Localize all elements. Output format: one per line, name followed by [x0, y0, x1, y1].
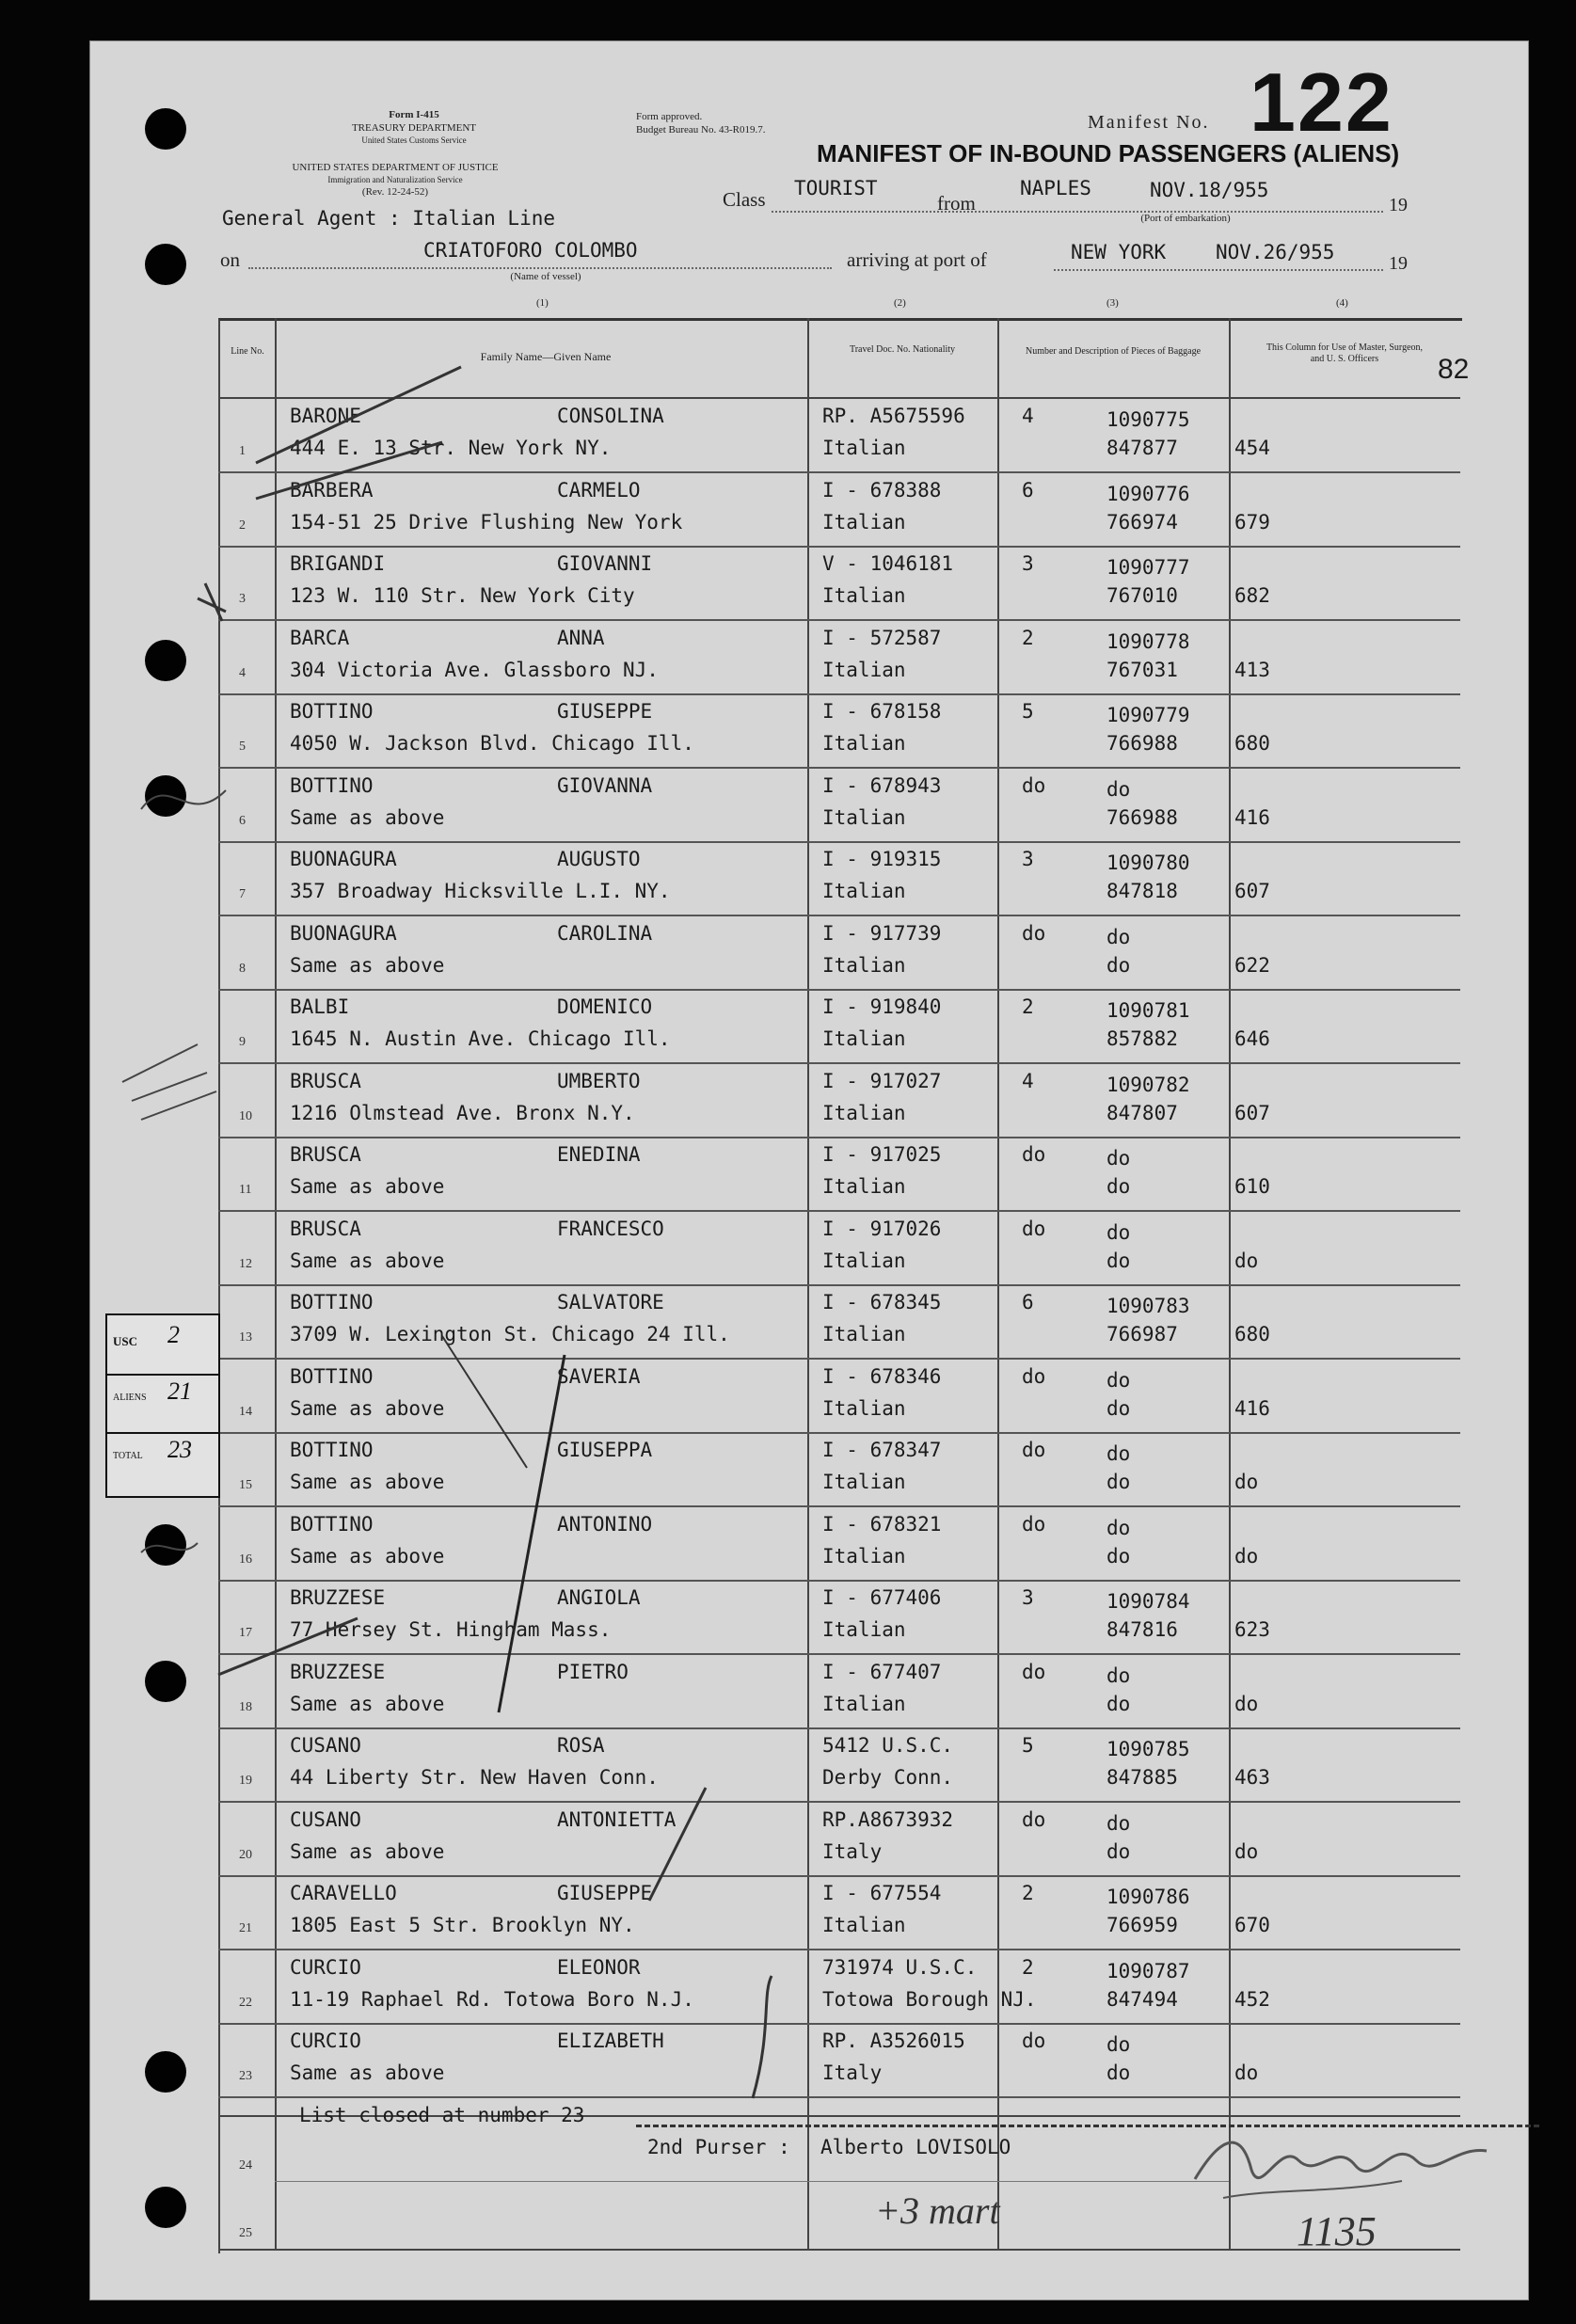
line-number: 1	[239, 444, 246, 458]
nationality: Italian	[822, 1027, 906, 1050]
line-number: 19	[239, 1774, 252, 1788]
line-number: 16	[239, 1552, 252, 1567]
officer-note: 680	[1234, 1323, 1270, 1345]
baggage-tag-1: 1090784	[1106, 1590, 1190, 1613]
officer-note: 416	[1234, 1397, 1270, 1420]
address: 4050 W. Jackson Blvd. Chicago Ill.	[290, 732, 694, 755]
baggage-tag-2: 847807	[1106, 1102, 1178, 1124]
aliens-value: 21	[167, 1377, 192, 1405]
form-revision: (Rev. 12-24-52)	[361, 186, 429, 198]
nationality: Italian	[822, 1545, 906, 1568]
baggage-pieces: do	[1022, 1439, 1046, 1461]
family-name: BRUZZESE	[290, 1586, 386, 1609]
travel-doc: I - 677406	[822, 1586, 942, 1609]
line-number: 18	[239, 1700, 252, 1714]
address: 1645 N. Austin Ave. Chicago Ill.	[290, 1027, 671, 1050]
baggage-tag-2: 847494	[1106, 1988, 1178, 2011]
baggage-pieces: 6	[1022, 479, 1034, 501]
baggage-tag-2: 857882	[1106, 1027, 1178, 1050]
line-number: 20	[239, 1848, 252, 1862]
form-number: Form I-415	[389, 109, 439, 120]
given-name: GIUSEPPE	[557, 700, 653, 723]
travel-doc: I - 917026	[822, 1218, 942, 1240]
officer-note: do	[1234, 1250, 1259, 1272]
baggage-pieces: do	[1022, 1365, 1046, 1388]
baggage-tag-1: 1090778	[1106, 630, 1190, 653]
purser-name: Alberto LOVISOLO	[820, 2136, 1011, 2158]
line-number: 11	[239, 1183, 252, 1197]
arriving-label: arriving at port of	[847, 248, 987, 271]
baggage-tag-2: do	[1106, 2061, 1131, 2084]
travel-doc: V - 1046181	[822, 552, 954, 575]
nationality: Italy	[822, 2061, 883, 2084]
manifest-title: MANIFEST OF IN-BOUND PASSENGERS (ALIENS)	[817, 139, 1400, 167]
baggage-pieces: do	[1022, 1661, 1046, 1683]
baggage-tag-2: 766987	[1106, 1323, 1178, 1345]
given-name: PIETRO	[557, 1661, 629, 1683]
officer-note: 682	[1234, 584, 1270, 607]
given-name: GIOVANNI	[557, 552, 653, 575]
given-name: ELIZABETH	[557, 2030, 664, 2052]
nationality: Italian	[822, 1693, 906, 1715]
given-name: CARMELO	[557, 479, 641, 501]
line-number: 2	[239, 518, 246, 533]
nationality: Italian	[822, 437, 906, 459]
baggage-tag-2: 766974	[1106, 511, 1178, 533]
family-name: BARCA	[290, 627, 350, 649]
family-name: BUONAGURA	[290, 848, 397, 870]
budget-bureau: Budget Bureau No. 43-R019.7.	[636, 124, 766, 135]
baggage-pieces: do	[1022, 1143, 1046, 1166]
general-agent: General Agent : Italian Line	[222, 207, 556, 230]
baggage-tag-2: 847818	[1106, 880, 1178, 902]
officer-note: do	[1234, 1471, 1259, 1493]
travel-doc: 5412 U.S.C.	[822, 1734, 954, 1757]
baggage-tag-1: do	[1106, 1517, 1131, 1539]
travel-doc: I - 678346	[822, 1365, 942, 1388]
baggage-tag-1: do	[1106, 1147, 1131, 1170]
officer-note: 416	[1234, 806, 1270, 829]
given-name: SAVERIA	[557, 1365, 641, 1388]
baggage-pieces: 4	[1022, 1070, 1034, 1092]
travel-doc: I - 917739	[822, 922, 942, 945]
baggage-tag-2: 847885	[1106, 1766, 1178, 1789]
baggage-tag-2: do	[1106, 1693, 1131, 1715]
line-number: 9	[239, 1035, 246, 1049]
class-label: Class	[723, 188, 766, 211]
nationality: Italian	[822, 1397, 906, 1420]
nationality: Italian	[822, 880, 906, 902]
address: 11-19 Raphael Rd. Totowa Boro N.J.	[290, 1988, 694, 2011]
line-number: 6	[239, 814, 246, 828]
officer-note: 670	[1234, 1914, 1270, 1936]
given-name: CONSOLINA	[557, 405, 664, 427]
nationality: Italian	[822, 1250, 906, 1272]
baggage-tag-1: do	[1106, 2033, 1131, 2056]
address: 1805 East 5 Str. Brooklyn NY.	[290, 1914, 635, 1936]
officer-note: 452	[1234, 1988, 1270, 2011]
aliens-label: ALIENS	[113, 1393, 147, 1403]
officer-note: do	[1234, 1693, 1259, 1715]
baggage-tag-1: 1090783	[1106, 1295, 1190, 1317]
line-number: 3	[239, 592, 246, 606]
nationality: Italian	[822, 1618, 906, 1641]
given-name: ELEONOR	[557, 1956, 641, 1979]
nationality: Italian	[822, 584, 906, 607]
travel-doc: I - 678347	[822, 1439, 942, 1461]
nationality: Italian	[822, 1102, 906, 1124]
baggage-tag-1: 1090777	[1106, 556, 1190, 579]
baggage-pieces: do	[1022, 922, 1046, 945]
list-closed: List closed at number 23	[299, 2104, 585, 2126]
baggage-pieces: 5	[1022, 700, 1034, 723]
family-name: BRUSCA	[290, 1218, 361, 1240]
nationality: Italian	[822, 954, 906, 977]
nationality: Derby Conn.	[822, 1766, 954, 1789]
baggage-pieces: 3	[1022, 552, 1034, 575]
family-name: BRUSCA	[290, 1070, 361, 1092]
baggage-tag-1: 1090775	[1106, 408, 1190, 431]
baggage-tag-1: do	[1106, 1664, 1131, 1687]
family-name: BOTTINO	[290, 1513, 374, 1536]
line-number: 4	[239, 666, 246, 680]
family-name: CUSANO	[290, 1734, 361, 1757]
baggage-pieces: 2	[1022, 1956, 1034, 1979]
line-number: 10	[239, 1109, 252, 1123]
family-name: BARBERA	[290, 479, 374, 501]
given-name: ENEDINA	[557, 1143, 641, 1166]
officer-note: 623	[1234, 1618, 1270, 1641]
on-label: on	[220, 248, 240, 271]
address: 1216 Olmstead Ave. Bronx N.Y.	[290, 1102, 635, 1124]
travel-doc: I - 678321	[822, 1513, 942, 1536]
given-name: ANNA	[557, 627, 605, 649]
nationality: Italian	[822, 732, 906, 755]
baggage-tag-1: do	[1106, 778, 1131, 801]
line-number: 5	[239, 740, 246, 754]
line-number: 22	[239, 1996, 252, 2010]
baggage-tag-2: do	[1106, 1397, 1131, 1420]
officer-note: 680	[1234, 732, 1270, 755]
travel-doc: I - 678943	[822, 774, 942, 797]
baggage-tag-2: do	[1106, 1175, 1131, 1198]
dept-justice: UNITED STATES DEPARTMENT OF JUSTICE	[292, 162, 499, 173]
line-number: 12	[239, 1257, 252, 1271]
travel-doc: RP. A5675596	[822, 405, 965, 427]
travel-doc: I - 919315	[822, 848, 942, 870]
given-name: FRANCESCO	[557, 1218, 664, 1240]
travel-doc: I - 572587	[822, 627, 942, 649]
travel-doc: I - 678388	[822, 479, 942, 501]
address: 154-51 25 Drive Flushing New York	[290, 511, 683, 533]
baggage-pieces: 6	[1022, 1291, 1034, 1313]
line-number: 23	[239, 2069, 252, 2083]
officer-note: 413	[1234, 659, 1270, 681]
total-label: TOTAL	[113, 1451, 143, 1461]
baggage-tag-2: 766959	[1106, 1914, 1178, 1936]
nationality: Italian	[822, 1914, 906, 1936]
given-name: ANTONIETTA	[557, 1808, 677, 1831]
baggage-pieces: do	[1022, 774, 1046, 797]
usc-value: 2	[167, 1321, 180, 1348]
handwritten-number: 1135	[1297, 2208, 1377, 2254]
header-baggage: Number and Description of Pieces of Baggage	[1025, 346, 1202, 357]
baggage-tag-1: 1090782	[1106, 1074, 1190, 1096]
class-value: TOURIST	[794, 177, 878, 199]
address: 357 Broadway Hicksville L.I. NY.	[290, 880, 671, 902]
baggage-tag-2: 767010	[1106, 584, 1178, 607]
family-name: BOTTINO	[290, 1365, 374, 1388]
baggage-tag-1: 1090780	[1106, 852, 1190, 874]
manifest-no-label: Manifest No.	[1088, 112, 1210, 133]
travel-doc: I - 678158	[822, 700, 942, 723]
family-name: BRUZZESE	[290, 1661, 386, 1683]
officer-note: 610	[1234, 1175, 1270, 1198]
given-name: CAROLINA	[557, 922, 653, 945]
baggage-tag-2: 847816	[1106, 1618, 1178, 1641]
corner-note: 82	[1438, 354, 1470, 385]
travel-doc: I - 678345	[822, 1291, 942, 1313]
nationality: Italian	[822, 1323, 906, 1345]
family-name: BOTTINO	[290, 774, 374, 797]
baggage-tag-2: 766988	[1106, 732, 1178, 755]
line-number: 17	[239, 1626, 252, 1640]
baggage-tag-1: do	[1106, 926, 1131, 948]
vessel-caption: (Name of vessel)	[510, 271, 581, 282]
officer-note: 607	[1234, 880, 1270, 902]
family-name: BOTTINO	[290, 700, 374, 723]
family-name: BUONAGURA	[290, 922, 397, 945]
given-name: GIUSEPPA	[557, 1439, 653, 1461]
travel-doc: I - 677554	[822, 1882, 942, 1904]
address: Same as above	[290, 1545, 445, 1568]
nationality: Totowa Borough NJ.	[822, 1988, 1037, 2011]
nationality: Italy	[822, 1840, 883, 1863]
baggage-pieces: do	[1022, 1218, 1046, 1240]
family-name: CURCIO	[290, 2030, 361, 2052]
baggage-pieces: 2	[1022, 627, 1034, 649]
baggage-tag-2: do	[1106, 1545, 1131, 1568]
header-name: Family Name—Given Name	[480, 350, 612, 363]
travel-doc: RP. A3526015	[822, 2030, 965, 2052]
address: Same as above	[290, 1840, 445, 1863]
given-name: ANTONINO	[557, 1513, 653, 1536]
manifest-number: 122	[1250, 56, 1393, 149]
dept-justice-sub: Immigration and Naturalization Service	[327, 175, 463, 184]
travel-doc: RP.A8673932	[822, 1808, 954, 1831]
header-doc: Travel Doc. No. Nationality	[849, 344, 956, 355]
embark-date: NOV.18/955	[1150, 179, 1269, 201]
given-name: DOMENICO	[557, 995, 653, 1018]
family-name: BRIGANDI	[290, 552, 386, 575]
address: Same as above	[290, 1397, 445, 1420]
line-number-25: 25	[239, 2226, 252, 2240]
address: 304 Victoria Ave. Glassboro NJ.	[290, 659, 659, 681]
baggage-tag-2: 766988	[1106, 806, 1178, 829]
baggage-tag-2: do	[1106, 954, 1131, 977]
address: Same as above	[290, 1471, 445, 1493]
handwritten-note: +3 mart	[875, 2189, 1000, 2232]
nationality: Italian	[822, 659, 906, 681]
line-number: 7	[239, 887, 246, 901]
baggage-tag-2: do	[1106, 1471, 1131, 1493]
nationality: Italian	[822, 1471, 906, 1493]
col-num-3: (3)	[1106, 297, 1119, 309]
baggage-tag-2: do	[1106, 1840, 1131, 1863]
total-value: 23	[167, 1436, 192, 1463]
address: Same as above	[290, 806, 445, 829]
address: 123 W. 110 Str. New York City	[290, 584, 635, 607]
family-name: BOTTINO	[290, 1439, 374, 1461]
line-number: 14	[239, 1405, 252, 1419]
baggage-pieces: 5	[1022, 1734, 1034, 1757]
vessel-name: CRIATOFORO COLOMBO	[423, 239, 638, 262]
officer-note: 622	[1234, 954, 1270, 977]
baggage-tag-1: 1090785	[1106, 1738, 1190, 1760]
baggage-pieces: do	[1022, 1513, 1046, 1536]
officer-note: do	[1234, 1840, 1259, 1863]
travel-doc: 731974 U.S.C.	[822, 1956, 978, 1979]
address: Same as above	[290, 2061, 445, 2084]
line-number: 21	[239, 1921, 252, 1935]
address: 444 E. 13 Str. New York NY.	[290, 437, 612, 459]
given-name: AUGUSTO	[557, 848, 641, 870]
baggage-pieces: do	[1022, 2030, 1046, 2052]
family-name: CURCIO	[290, 1956, 361, 1979]
nationality: Italian	[822, 806, 906, 829]
purser-label: 2nd Purser :	[647, 2136, 790, 2158]
nationality: Italian	[822, 1175, 906, 1198]
col-num-4: (4)	[1336, 297, 1348, 309]
baggage-tag-1: do	[1106, 1812, 1131, 1835]
col-num-2: (2)	[894, 297, 906, 309]
given-name: SALVATORE	[557, 1291, 664, 1313]
line-number-24: 24	[239, 2158, 252, 2173]
baggage-tag-1: 1090779	[1106, 704, 1190, 726]
officer-note: 646	[1234, 1027, 1270, 1050]
arrival-date: NOV.26/955	[1216, 241, 1335, 263]
dept-treasury-sub: United States Customs Service	[361, 135, 467, 145]
header-line-no: Line No.	[231, 346, 264, 357]
baggage-tag-1: 1090786	[1106, 1886, 1190, 1908]
line-number: 15	[239, 1478, 252, 1492]
given-name: ANGIOLA	[557, 1586, 641, 1609]
header-officers: This Column for Use of Master, Surgeon, and U. S. Officers	[1266, 342, 1424, 364]
baggage-pieces: 3	[1022, 848, 1034, 870]
baggage-tag-1: 1090781	[1106, 999, 1190, 1022]
travel-doc: I - 917027	[822, 1070, 942, 1092]
officer-note: 463	[1234, 1766, 1270, 1789]
family-name: BARONE	[290, 405, 361, 427]
address: Same as above	[290, 1693, 445, 1715]
form-approved: Form approved.	[636, 111, 703, 122]
family-name: BALBI	[290, 995, 350, 1018]
given-name: GIOVANNA	[557, 774, 653, 797]
family-name: CUSANO	[290, 1808, 361, 1831]
baggage-pieces: do	[1022, 1808, 1046, 1831]
port-embark-caption: (Port of embarkation)	[1140, 213, 1231, 224]
address: 77 Hersey St. Hingham Mass.	[290, 1618, 612, 1641]
officer-note: do	[1234, 2061, 1259, 2084]
travel-doc: I - 917025	[822, 1143, 942, 1166]
family-name: CARAVELLO	[290, 1882, 397, 1904]
baggage-tag-1: do	[1106, 1442, 1131, 1465]
baggage-tag-1: do	[1106, 1369, 1131, 1392]
dept-treasury: TREASURY DEPARTMENT	[351, 122, 477, 134]
nationality: Italian	[822, 511, 906, 533]
family-name: BOTTINO	[290, 1291, 374, 1313]
officer-note: do	[1234, 1545, 1259, 1568]
year-suffix-2: 19	[1389, 253, 1408, 274]
col-num-1: (1)	[536, 297, 549, 309]
line-number: 8	[239, 962, 246, 976]
address: Same as above	[290, 1250, 445, 1272]
baggage-tag-1: 1090776	[1106, 483, 1190, 505]
baggage-tag-1: 1090787	[1106, 1960, 1190, 1982]
line-number: 13	[239, 1330, 252, 1345]
embark-port: NAPLES	[1020, 177, 1091, 199]
travel-doc: I - 677407	[822, 1661, 942, 1683]
baggage-pieces: 2	[1022, 995, 1034, 1018]
address: Same as above	[290, 954, 445, 977]
from-label: from	[937, 192, 976, 215]
baggage-pieces: 2	[1022, 1882, 1034, 1904]
baggage-tag-2: 767031	[1106, 659, 1178, 681]
given-name: GIUSEPPE	[557, 1882, 653, 1904]
baggage-tag-1: do	[1106, 1221, 1131, 1244]
travel-doc: I - 919840	[822, 995, 942, 1018]
baggage-pieces: 3	[1022, 1586, 1034, 1609]
officer-note: 607	[1234, 1102, 1270, 1124]
given-name: UMBERTO	[557, 1070, 641, 1092]
address: 44 Liberty Str. New Haven Conn.	[290, 1766, 659, 1789]
arrival-port: NEW YORK	[1071, 241, 1167, 263]
officer-note: 454	[1234, 437, 1270, 459]
baggage-tag-2: do	[1106, 1250, 1131, 1272]
family-name: BRUSCA	[290, 1143, 361, 1166]
baggage-pieces: 4	[1022, 405, 1034, 427]
address: Same as above	[290, 1175, 445, 1198]
baggage-tag-2: 847877	[1106, 437, 1178, 459]
officer-note: 679	[1234, 511, 1270, 533]
year-suffix: 19	[1389, 195, 1408, 215]
address: 3709 W. Lexington St. Chicago 24 Ill.	[290, 1323, 730, 1345]
usc-label: USC	[113, 1334, 138, 1348]
given-name: ROSA	[557, 1734, 605, 1757]
